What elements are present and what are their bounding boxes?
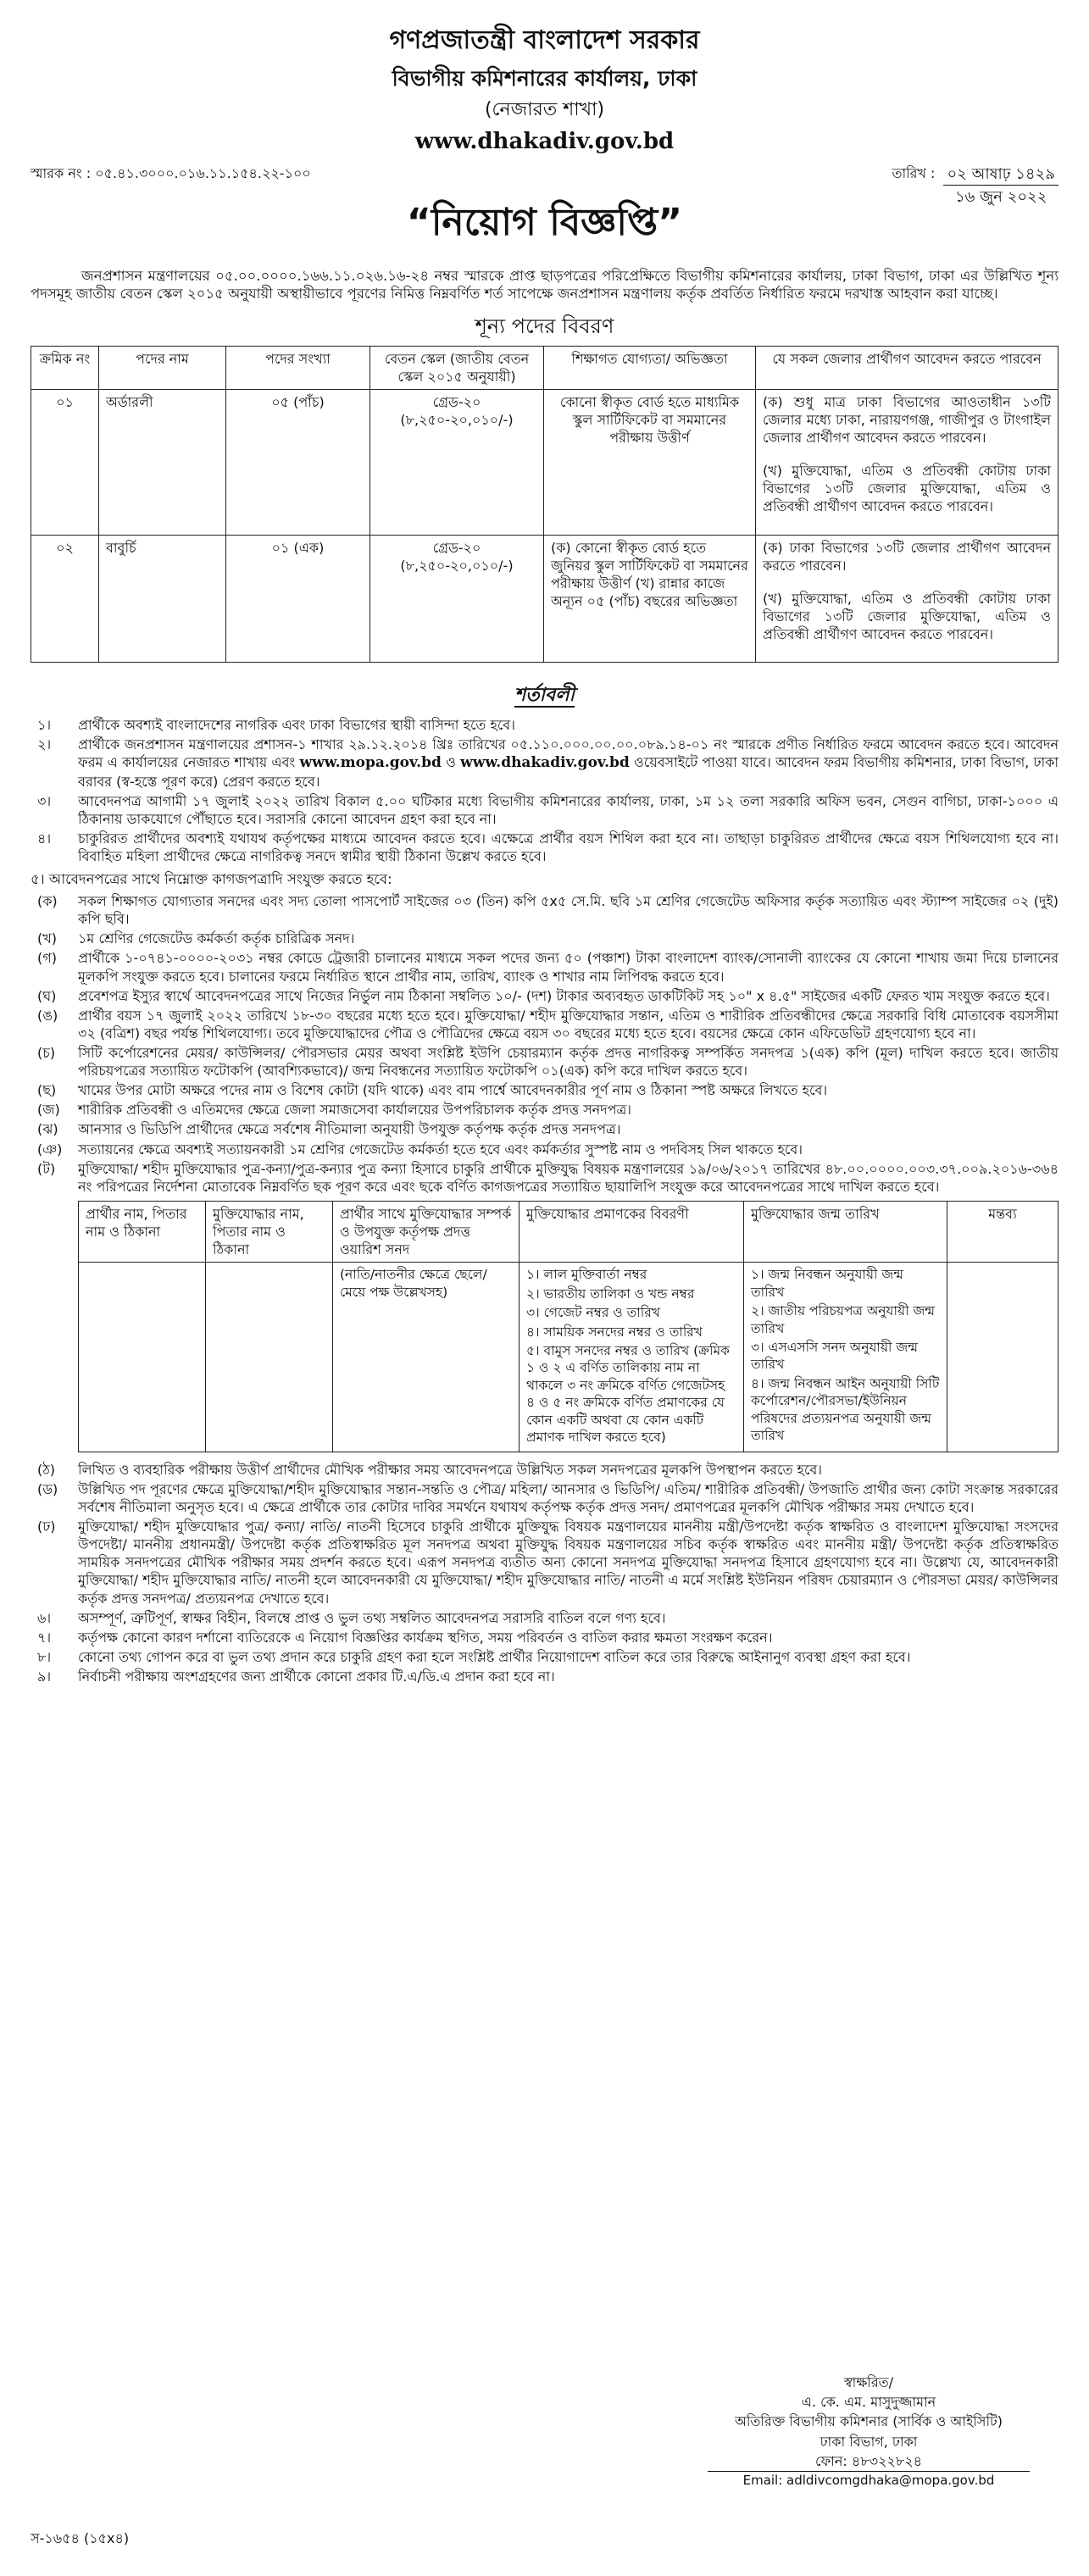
row-eligibility xyxy=(756,535,1058,663)
item-number: (ঠ) xyxy=(37,1461,56,1478)
row-eligibility xyxy=(756,389,1058,535)
list-item xyxy=(31,1007,1058,1042)
conditions-after-list xyxy=(31,1461,1058,1685)
list-item xyxy=(31,1480,1058,1516)
item-text: প্রবেশপত্র ইস্যুর স্বার্থে আবেদনপত্রের সাথে নিজের নির্ভুল নাম ঠিকানা সম্বলিত ১০/- (দশ) টাকার অব্যবহৃত ডাকটিকিট সহ ১০" x ৪.৫" সাইজের একটি ফেরত খাম সংযুক্ত করতে হবে। xyxy=(78,987,1050,1004)
list-item: ১। লাল মুক্তিবার্তা নম্বর xyxy=(526,1267,647,1283)
item-number: ৮। xyxy=(37,1648,52,1665)
list-item xyxy=(31,1044,1058,1080)
item-text: সিটি কর্পোরেশনের মেয়র/ কাউন্সিলর/ পৌরসভার মেয়র অথবা সংশ্লিষ্ট ইউপি চেয়ারম্যান কর্তৃক প্রদত্ত নাগরিকত্ব সম্পর্কিত সনদপত্র ১(এক) কপি (মূল) দাখিল করতে হবে। জাতীয় পরিচয়পত্রের সত্যায়িত ফটোকপি (আবশ্যিকভাবে)/ জন্ম নিবন্ধনের সত্যায়িত ফটোকপি ০১(এক) কপি করে দাখিল করতে হবে। xyxy=(78,1045,1058,1080)
ff-col-dob: মুক্তিযোদ্ধার জন্ম তারিখ xyxy=(744,1201,947,1262)
condition-item xyxy=(31,716,1058,734)
website-address: www.dhakadiv.gov.bd xyxy=(414,128,675,154)
condition-item xyxy=(31,736,1058,791)
col-post: পদের নাম xyxy=(99,346,226,389)
date-values xyxy=(943,164,1058,208)
conditions-title: শর্তাবলী xyxy=(514,685,575,707)
item-text: নির্বাচনী পরীক্ষায় অংশগ্রহণের জন্য প্রার্থীকে কোনো প্রকার টি.এ/ডি.এ প্রদান করা হবে না। xyxy=(78,1668,555,1685)
item-number: (ক) xyxy=(37,893,58,910)
item-number: (ঝ) xyxy=(37,1121,58,1138)
signatory-place: ঢাকা বিভাগ, ঢাকা xyxy=(820,2433,918,2450)
date-bangla: ০২ আষাঢ় ১৪২৯ xyxy=(943,164,1058,186)
row-post: অর্ডারলী xyxy=(99,389,226,535)
ff-col-proof: মুক্তিযোদ্ধার প্রমাণকের বিবরণী xyxy=(519,1201,744,1262)
signatory-name: এ. কে. এম. মাসুদুজ্জামান xyxy=(801,2394,936,2411)
memo-number: স্মারক নং : ০৫.৪১.৩০০০.০১৬.১১.১৫৪.২২-১০০ xyxy=(31,164,311,181)
signature-block xyxy=(708,2373,1030,2490)
list-item xyxy=(31,892,1058,928)
item-number: (ঞ) xyxy=(37,1141,63,1158)
list-item xyxy=(31,1609,1058,1627)
list-item: ২। জাতীয় পরিচয়পত্র অনুযায়ী জন্ম তারিখ xyxy=(751,1303,936,1336)
row-scale-range: (৮,২৫০-২০,০১০/-) xyxy=(400,557,514,574)
list-item: ১। জন্ম নিবন্ধন অনুযায়ী জন্ম তারিখ xyxy=(751,1267,904,1300)
item-text: আনসার ও ভিডিপি প্রার্থীদের ক্ষেত্রে সর্বশেষ নীতিমালা অনুযায়ী উপযুক্ত কর্তৃপক্ষ কর্তৃক প্রদত্ত সনদপত্র। xyxy=(78,1121,621,1138)
condition-item xyxy=(31,792,1058,828)
col-eligibility: যে সকল জেলার প্রার্থীগণ আবেদন করতে পারবেন xyxy=(756,346,1058,389)
item-number: (ছ) xyxy=(37,1082,57,1099)
ff-col-applicant: প্রার্থীর নাম, পিতার নাম ও ঠিকানা xyxy=(79,1201,206,1262)
item-number: ৬। xyxy=(37,1609,52,1626)
signed-label: স্বাক্ষরিত/ xyxy=(843,2374,894,2390)
list-item xyxy=(31,1648,1058,1666)
list-item xyxy=(31,1120,1058,1138)
list-item: ২। ভারতীয় তালিকা ও খন্ড নম্বর xyxy=(526,1285,695,1302)
list-item xyxy=(31,1101,1058,1119)
dhakadiv-link[interactable]: www.dhakadiv.gov.bd xyxy=(460,754,630,772)
notice-title: “নিয়োগ বিজ্ঞপ্তি” xyxy=(406,201,683,245)
ff-fighter-cell xyxy=(206,1263,333,1452)
row-grade: গ্রেড-২০ xyxy=(432,393,481,410)
list-item: ৫। বামুস সনদের নম্বর ও তারিখ (ক্রমিক ১ ও ২ এ বর্ণিত তালিকায় নাম না থাকলে ৩ নং ক্রমিকে বর্ণিত গেজেটসহ ৪ ও ৫ নং ক্রমিকে বর্ণিত প্রমাণকের যে কোন একটি অথবা যে কোন একটি প্রমাণক দাখিল করতে হবে) xyxy=(526,1343,730,1446)
row-count: ০৫ (পাঁচ) xyxy=(226,389,370,535)
documents-list xyxy=(31,892,1058,1196)
row-scale xyxy=(370,535,544,663)
item-number: (ঘ) xyxy=(37,987,57,1004)
item-number: ৭। xyxy=(37,1629,52,1646)
table-row xyxy=(79,1263,1058,1452)
item-text: প্রার্থীকে ১-০৭৪১-০০০০-২০৩১ নম্বর কোডে ট্রেজারী চালানের মাধ্যমে সকল পদের জন্য ৫০ (পঞ্চাশ) টাকা বাংলাদেশ ব্যাংক/সোনালী ব্যাংকের যে কোনো শাখায় জমা দিয়ে চালানের মূলকপি সংযুক্ত করতে হবে। চালানের ফরমে নির্ধারিত স্থানে প্রার্থীর নাম, তারিখ, ব্যাংক ও শাখার নাম লিপিবদ্ধ করতে হবে। xyxy=(78,950,1058,985)
list-item: ৩। গেজেট নম্বর ও তারিখ xyxy=(526,1305,660,1321)
ff-remarks-cell xyxy=(947,1263,1058,1452)
condition-text-c: ওয়েবসাইটে পাওয়া যাবে। আবেদন ফরম বিভাগীয় কমিশনার, ঢাকা বিভাগ, ঢাকা বরাবর (স্ব-হস্তে পূরণ করে) প্রেরণ করতে হবে। xyxy=(78,754,1059,790)
mopa-link[interactable]: www.mopa.gov.bd xyxy=(299,754,442,772)
condition-number: ৪। xyxy=(37,830,52,847)
item-text: শারীরিক প্রতিবন্ধী ও এতিমদের ক্ষেত্রে জেলা সমাজসেবা কার্যালয়ের উপপরিচালক কর্তৃক প্রদত্ত সনদপত্র। xyxy=(78,1102,631,1119)
row-scale xyxy=(370,389,544,535)
item-text: সকল শিক্ষাগত যোগ্যতার সনদের এবং সদ্য তোলা পাসপোর্ট সাইজের ০৩ (তিন) কপি ৫x৫ সে.মি. ছবি ১ম শ্রেণির গেজেটেড অফিসার কর্তৃক সত্যায়িত এবং স্ট্যাম্প সাইজের ০২ (দুই) কপি ছবি। xyxy=(78,893,1058,928)
item-text: উল্লিখিত পদ পূরণের ক্ষেত্রে মুক্তিযোদ্ধা/শহীদ মুক্তিযোদ্ধার সন্তান-সন্ততি ও পৌত্র/ মহিলা/ আনসার ও ভিডিপি/ এতিম/ শারীরিক প্রতিবন্ধী/ উপজাতি প্রার্থীর জন্য কোটা সংক্রান্ত সরকারের সর্বশেষ নীতিমালা অনুসৃত হবে। এ ক্ষেত্রে প্রার্থীকে তার কোটার দাবির সমর্থনে যথাযথ কর্তৃপক্ষ কর্তৃক প্রদত্ত সনদ/ প্রমাণপত্রের মূলকপি মৌখিক পরীক্ষার সময় দেখাতে হবে। xyxy=(78,1480,1058,1515)
item-text: কোনো তথ্য গোপন করে বা ভুল তথ্য প্রদান করে চাকুরি গ্রহণ করা হলে সংশ্লিষ্ট প্রার্থীর নিয়োগাদেশ বাতিল করে তার বিরুদ্ধে আইনানুগ ব্যবস্থা গ্রহণ করা হবে। xyxy=(78,1648,911,1665)
item-number: (ঢ) xyxy=(37,1518,56,1535)
branch-name: (নেজারত শাখা) xyxy=(484,98,605,120)
item-number: ৯। xyxy=(37,1668,52,1685)
condition-text xyxy=(78,736,1058,791)
eligibility-a: (ক) ঢাকা বিভাগের ১৩টি জেলার প্রার্থীগণ আবেদন করতে পারবেন। xyxy=(763,539,1051,574)
list-item xyxy=(31,1160,1058,1196)
row-scale-range: (৮,২৫০-২০,০১০/-) xyxy=(400,412,514,429)
condition-text: প্রার্থীকে অবশ্যই বাংলাদেশের নাগরিক এবং ঢাকা বিভাগের স্থায়ী বাসিন্দা হতে হবে। xyxy=(78,717,515,734)
row-serial: ০২ xyxy=(31,535,99,663)
row-post: বাবুর্চি xyxy=(99,535,226,663)
item-text: সত্যায়নের ক্ষেত্রে অবশ্যই সত্যায়নকারী ১ম শ্রেণির গেজেটেড কর্মকর্তা হতে হবে এবং কর্মকর্তার সুস্পষ্ট নাম ও পদবিসহ সিল থাকতে হবে। xyxy=(78,1141,803,1158)
ff-relation-cell: (নাতি/নাতনীর ক্ষেত্রে ছেলে/ মেয়ে পক্ষ উল্লেখসহ) xyxy=(333,1263,519,1452)
list-item: ৪। জন্ম নিবন্ধন আইন অনুযায়ী সিটি কর্পোরেশন/পৌরসভা/ইউনিয়ন পরিষদের প্রত্যয়নপত্র অনুযায়ী জন্ম তারিখ xyxy=(751,1375,940,1444)
row-grade: গ্রেড-২০ xyxy=(432,539,481,556)
office-name: বিভাগীয় কমিশনারের কার্যালয়, ঢাকা xyxy=(392,65,697,91)
list-item: ৪। সাময়িক সনদের নম্বর ও তারিখ xyxy=(526,1324,703,1340)
eligibility-b: (খ) মুক্তিযোদ্ধা, এতিম ও প্রতিবন্ধী কোটায় ঢাকা বিভাগের ১৩টি জেলার মুক্তিযোদ্ধা, এতিম ও প্রতিবন্ধী প্রার্থীগণ আবেদন করতে পারবেন। xyxy=(763,463,1051,515)
ff-header-row xyxy=(79,1201,1058,1262)
ff-proof-cell xyxy=(519,1263,744,1452)
government-title: গণপ্রজাতন্ত্রী বাংলাদেশ সরকার xyxy=(389,25,700,55)
eligibility-a: (ক) শুধু মাত্র ঢাকা বিভাগের আওতাধীন ১৩টি জেলার মধ্যে ঢাকা, নারায়ণগঞ্জ, গাজীপুর ও টাংগাইল জেলার প্রার্থীগণ আবেদন করতে পারবেন। xyxy=(763,393,1051,447)
vacancy-table xyxy=(31,346,1058,663)
letterhead xyxy=(31,24,1058,156)
item-text: খামের উপর মোটা অক্ষরে পদের নাম ও বিশেষ কোটা (যদি থাকে) এবং বাম পার্শ্বে আবেদনকারীর পূর্ণ নাম ও ঠিকানা স্পষ্ট অক্ষরে লিখতে হবে। xyxy=(78,1082,828,1099)
ff-applicant-cell xyxy=(79,1263,206,1452)
list-item xyxy=(31,1141,1058,1158)
condition-text: চাকুরিরত প্রার্থীদের অবশ্যই যথাযথ কর্তৃপক্ষের মাধ্যমে আবেদন করতে হবে। এক্ষেত্রে প্রার্থীর বয়স শিথিল করা হবে না। তাছাড়া চাকুরিরত প্রার্থীদের ক্ষেত্রে বয়স শিথিলযোগ্য হবে না। বিবাহিত মহিলা প্রার্থীদের ক্ষেত্রে নাগরিকত্ব সনদে স্বামীর স্থায়ী ঠিকানা উল্লেখ করতে হবে। xyxy=(78,830,1058,865)
freedom-fighter-table xyxy=(78,1201,1058,1452)
vacancy-header-row xyxy=(31,346,1058,389)
list-item xyxy=(31,930,1058,947)
table-row xyxy=(31,389,1058,535)
condition-number: ৩। xyxy=(37,792,52,809)
item-number: (খ) xyxy=(37,930,57,947)
col-scale: বেতন স্কেল (জাতীয় বেতন স্কেল ২০১৫ অনুযায়ী) xyxy=(370,346,544,389)
row-qualification: (ক) কোনো স্বীকৃত বোর্ড হতে জুনিয়র স্কুল সার্টিফিকেট বা সমমানের পরীক্ষায় উত্তীর্ণ (খ) রান্নার কাজে অন্যূন ০৫ (পাঁচ) বছরের অভিজ্ঞতা xyxy=(544,535,756,663)
row-serial: ০১ xyxy=(31,389,99,535)
documents-heading: ৫। আবেদনপত্রের সাথে নিম্নোক্ত কাগজপত্রাদি সংযুক্ত করতে হবে: xyxy=(31,871,392,888)
item-number: (ট) xyxy=(37,1160,56,1177)
eligibility-b: (খ) মুক্তিযোদ্ধা, এতিম ও প্রতিবন্ধী কোটায় ঢাকা বিভাগের ১৩টি জেলার মুক্তিযোদ্ধা, এতিম ও প্রতিবন্ধী প্রার্থীগণ আবেদন করতে পারবেন। xyxy=(763,590,1051,643)
condition-number: ১। xyxy=(37,717,52,734)
condition-item xyxy=(31,830,1058,865)
ff-col-relation: প্রার্থীর সাথে মুক্তিযোদ্ধার সম্পর্ক ও উপযুক্ত কর্তৃপক্ষ প্রদত্ত ওয়ারিশ সনদ xyxy=(333,1201,519,1262)
condition-number: ২। xyxy=(37,736,52,753)
item-number: (জ) xyxy=(37,1102,60,1119)
row-qualification: কোনো স্বীকৃত বোর্ড হতে মাধ্যমিক স্কুল সার্টিফিকেট বা সমমানের পরীক্ষায় উত্তীর্ণ xyxy=(544,389,756,535)
signatory-email[interactable]: Email: adldivcomgdhaka@mopa.gov.bd xyxy=(708,2471,1030,2490)
row-count: ০১ (এক) xyxy=(226,535,370,663)
list-item xyxy=(31,1668,1058,1685)
item-number: (ড) xyxy=(37,1480,58,1497)
intro-paragraph: জনপ্রশাসন মন্ত্রণালয়ের ০৫.০০.০০০০.১৬৬.১১.০২৬.১৬-২৪ নম্বর স্মারকে প্রাপ্ত ছাড়পত্রের পরিপ্রেক্ষিতে বিভাগীয় কমিশনারের কার্যালয়, ঢাকা বিভাগ, ঢাকা এর উল্লিখিত শূন্য পদসমূহ জাতীয় বেতন স্কেল ২০১৫ অনুযায়ী অস্থায়ীভাবে পূরণের নিমিত্ত নিম্নবর্ণিত শর্ত সাপেক্ষে জনপ্রশাসন মন্ত্রণালয় কর্তৃক প্রবর্তিত নির্ধারিত ফরমে দরখাস্ত আহবান করা যাচ্ছে। xyxy=(31,267,1058,303)
ff-col-remarks: মন্তব্য xyxy=(947,1201,1058,1262)
list-item: ৩। এসএসসি সনদ অনুযায়ী জন্ম তারিখ xyxy=(751,1340,918,1373)
col-count: পদের সংখ্যা xyxy=(226,346,370,389)
list-item xyxy=(31,1518,1058,1607)
item-text: মুক্তিযোদ্ধা/ শহীদ মুক্তিযোদ্ধার পুত্র/ কন্যা/ নাতি/ নাতনী হিসেবে চাকুরি প্রার্থীকে মুক্তিযুদ্ধ বিষয়ক মন্ত্রণালয়ের মাননীয় মন্ত্রী/উপদেষ্টা কর্তৃক স্বাক্ষরিত ও বাংলাদেশ মুক্তিযোদ্ধা সংসদের উপদেষ্টা/ মাননীয় প্রধানমন্ত্রী/ উপদেষ্টা কর্তৃক প্রতিস্বাক্ষরিত মূল সনদপত্র অথবা মুক্তিযুদ্ধ বিষয়ক মন্ত্রণালয়ের সচিব কর্তৃক স্বাক্ষরিত এবং মাননীয় মন্ত্রী/ উপদেষ্টা কর্তৃক প্রতিস্বাক্ষরিত সাময়িক সনদপত্রের মৌখিক পরীক্ষার সময় প্রদর্শন করতে হবে। এরূপ সনদপত্র ব্যতীত অন্য কোনো সনদপত্র মুক্তিযোদ্ধা সনদপত্র হিসাবে গ্রহণযোগ্য হবে না। উল্লেখ্য যে, আবেদনকারী মুক্তিযোদ্ধা/ শহীদ মুক্তিযোদ্ধার নাতি/ নাতনী হলে আবেদনকারী যে মুক্তিযোদ্ধা/ শহীদ মুক্তিযোদ্ধার নাতি/ নাতনী এ মর্মে সংশ্লিষ্ট ইউনিয়ন পরিষদ চেয়ারম্যান ও পৌরসভা মেয়র/ কাউন্সিলর কর্তৃক প্রদত্ত সনদপত্র/ প্রত্যয়নপত্র দেখাতে হবে। xyxy=(78,1518,1058,1607)
item-number: (চ) xyxy=(37,1045,56,1062)
item-text: মুক্তিযোদ্ধা/ শহীদ মুক্তিযোদ্ধার পুত্র-কন্যা/পুত্র-কন্যার পুত্র কন্যা হিসাবে চাকুরি প্রার্থীকে মুক্তিযুদ্ধ বিষয়ক মন্ত্রণালয়ের ১৯/০৬/২০১৭ তারিখের ৪৮.০০.০০০০.০০৩.৩৭.০০৯.২০১৬-৩৬৪ নং পরিপত্রের নির্দেশনা মোতাবেক নিম্নবর্ণিত ছক পূরণ করে এবং ছকে বর্ণিত কাগজপত্রের সত্যায়িত ছায়ালিপি সংযুক্ত করে আবেদনপত্রের সাথে দাখিল করতে হবে। xyxy=(78,1160,1058,1195)
condition-text-b: ও xyxy=(446,754,456,771)
item-number: (ঙ) xyxy=(37,1007,58,1024)
ff-dob-cell xyxy=(744,1263,947,1452)
date-english: ১৬ জুন ২০২২ xyxy=(954,187,1047,206)
item-text: লিখিত ও ব্যবহারিক পরীক্ষায় উত্তীর্ণ প্রার্থীদের মৌখিক পরীক্ষার সময় আবেদনপত্রে উল্লিখিত সকল সনদপত্রের মূলকপি উপস্থাপন করতে হবে। xyxy=(78,1461,823,1478)
item-text: ১ম শ্রেণির গেজেটেড কর্মকর্তা কর্তৃক চারিত্রিক সনদ। xyxy=(78,930,355,947)
list-item xyxy=(31,1461,1058,1479)
print-code: স-১৬৫৪ (১৫x৪) xyxy=(31,2530,130,2546)
col-serial: ক্রমিক নং xyxy=(31,346,99,389)
date-label: তারিখ : xyxy=(892,164,936,181)
item-text: অসম্পূর্ণ, ত্রুটিপূর্ণ, স্বাক্ষর বিহীন, বিলম্বে প্রাপ্ত ও ভুল তথ্য সম্বলিত আবেদনপত্র সরাসরি বাতিল বলে গণ্য হবে। xyxy=(78,1609,666,1626)
list-item xyxy=(31,1629,1058,1646)
col-qualification: শিক্ষাগত যোগ্যতা/ অভিজ্ঞতা xyxy=(544,346,756,389)
memo-date xyxy=(892,164,1058,208)
item-number: (গ) xyxy=(37,950,57,967)
conditions-title-wrap xyxy=(31,683,1058,708)
item-text: কর্তৃপক্ষ কোনো কারণ দর্শানো ব্যতিরেকে এ নিয়োগ বিজ্ঞপ্তির কার্যক্রম স্থগিত, সময় পরিবর্তন ও বাতিল করার ক্ষমতা সংরক্ষণ করেন। xyxy=(78,1629,773,1646)
list-item xyxy=(31,987,1058,1005)
condition-text: আবেদনপত্র আগামী ১৭ জুলাই ২০২২ তারিখ বিকাল ৫.০০ ঘটিকার মধ্যে বিভাগীয় কমিশনারের কার্যালয়, ঢাকা, ১ম ১২ তলা সরকারি অফিস ভবন, সেগুন বাগিচা, ঢাকা-১০০০ এ ঠিকানায় ডাকযোগে পৌঁছাতে হবে। সরাসরি কোনো আবেদন গ্রহণ করা হবে না। xyxy=(78,792,1058,828)
list-item xyxy=(31,1081,1058,1099)
table-row xyxy=(31,535,1058,663)
list-item xyxy=(31,949,1058,985)
signatory-phone: ফোন: ৪৮৩২২৮২৪ xyxy=(815,2452,922,2469)
signatory-designation: অতিরিক্ত বিভাগীয় কমিশনার (সার্বিক ও আইসিটি) xyxy=(734,2413,1003,2430)
item-text: প্রার্থীর বয়স ১৭ জুলাই ২০২২ তারিখে ১৮-৩০ বছরের মধ্যে হতে হবে। মুক্তিযোদ্ধা/ শহীদ মুক্তিযোদ্ধার সন্তান, এতিম ও শারীরিক প্রতিবন্ধীদের ক্ষেত্রে সরকারি বিধি মোতাবেক বয়সসীমা ৩২ (বত্রিশ) বছর পর্যন্ত শিথিলযোগ্য। তবে মুক্তিযোদ্ধাদের পৌত্র ও পৌত্রিদের ক্ষেত্রে বয়স ৩০ বছরের মধ্যে হতে হবে। বয়সের ক্ষেত্রে কোন এফিডেভিট গ্রহণযোগ্য হবে না। xyxy=(78,1007,1058,1041)
vacancy-title: শূন্য পদের বিবরণ xyxy=(475,314,614,339)
ff-col-fighter: মুক্তিযোদ্ধার নাম, পিতার নাম ও ঠিকানা xyxy=(206,1201,333,1262)
condition-text-a: প্রার্থীকে জনপ্রশাসন মন্ত্রণালয়ের প্রশাসন-১ শাখার ২৯.১২.২০১৪ খ্রিঃ তারিখের ০৫.১১০.০০০.০০.০০.০৮৯.১৪-০১ নং স্মারকে প্রণীত নির্ধারিত ফরমে আবেদন করতে হবে। আবেদন ফরম এ কার্যালয়ের নেজারত শাখায় এবং xyxy=(78,736,1058,771)
